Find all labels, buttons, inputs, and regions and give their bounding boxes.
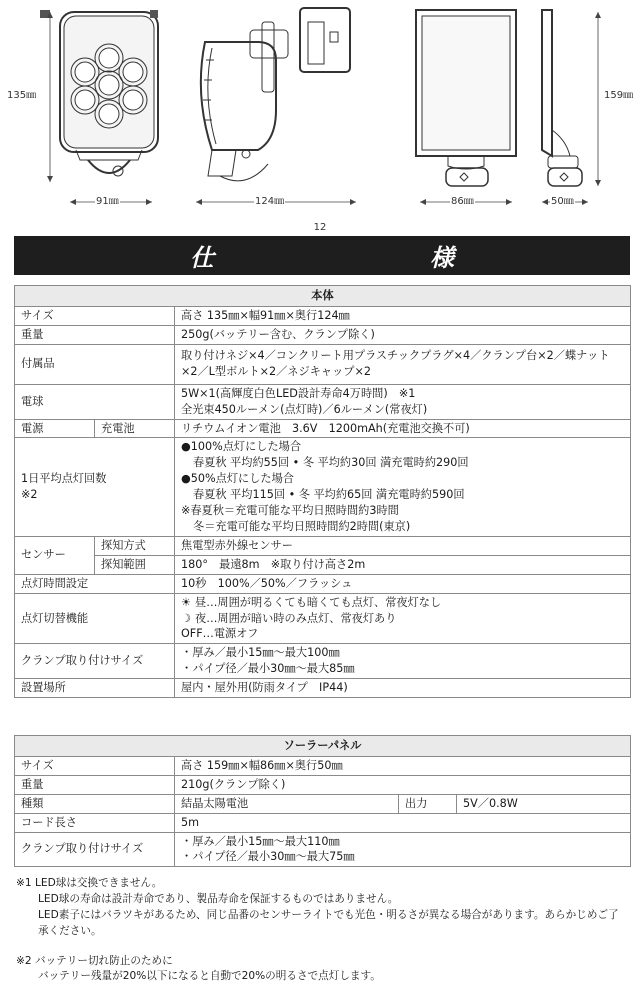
panel-output-label: 出力 <box>399 794 457 813</box>
weight-value: 250g(バッテリー含む、クランプ除く) <box>175 325 631 344</box>
table-row <box>15 438 631 536</box>
solar-panel-header: ソーラーパネル <box>15 736 631 757</box>
note-2-title: ※2 バッテリー切れ防止のために <box>16 954 173 967</box>
daily-count-label <box>15 438 175 536</box>
panel-cord-label: コード長さ <box>15 813 175 832</box>
table-row <box>15 593 631 644</box>
table-row <box>15 536 631 555</box>
panel-clamp-line: ・厚み／最小15㎜～最大110㎜ <box>181 834 340 848</box>
timer-value: 10秒 100%／50%／フラッシュ <box>175 574 631 593</box>
panel-cord-value: 5m <box>175 813 631 832</box>
size-label: サイズ <box>15 306 175 325</box>
daily-line: ●100%点灯にした場合 <box>181 440 302 454</box>
table-row <box>15 832 631 867</box>
daily-line: 冬＝充電可能な平均日照時間約2時間(東京) <box>193 519 411 533</box>
panel-weight-value: 210g(クランプ除く) <box>175 775 631 794</box>
product-drawings <box>0 0 640 222</box>
table-row <box>15 679 631 698</box>
page-number: 12 <box>313 222 327 233</box>
place-value: 屋内・屋外用(防雨タイプ IP44) <box>175 679 631 698</box>
mode-value <box>175 593 631 644</box>
footnotes <box>16 876 619 985</box>
size-value: 高さ 135㎜×幅91㎜×奥行124㎜ <box>175 306 631 325</box>
panel-clamp-line: ・パイプ径／最小30㎜～最大75㎜ <box>181 850 355 864</box>
panel-size-label: サイズ <box>15 756 175 775</box>
light-depth-dimension: 124㎜ <box>255 196 285 207</box>
panel-clamp-value <box>175 832 631 867</box>
clamp-label: クランプ取り付けサイズ <box>15 644 175 679</box>
accessories-value: 取り付けネジ×4／コンクリート用プラスチックプラグ×4／クランプ台×2／蝶ナット×2／L型ボルト×2／ネジキャップ×2 <box>175 344 631 384</box>
light-height-dimension: 135㎜ <box>7 90 37 101</box>
weight-label: 重量 <box>15 325 175 344</box>
sensor-range-label: 探知範囲 <box>95 555 175 574</box>
sensor-method-value: 焦電型赤外線センサー <box>175 536 631 555</box>
sun-icon: ☀ <box>181 595 192 609</box>
timer-label: 点灯時間設定 <box>15 574 175 593</box>
table-row <box>15 794 631 813</box>
daily-line: ※春夏秋＝充電可能な平均日照時間約3時間 <box>181 504 399 518</box>
panel-side-drawing <box>542 10 582 186</box>
table-row <box>15 384 631 419</box>
table-row <box>15 306 631 325</box>
table-row <box>15 756 631 775</box>
sensor-range-value: 180° 最遠8m ※取り付け高さ2m <box>175 555 631 574</box>
clamp-value <box>175 644 631 679</box>
panel-weight-label: 重量 <box>15 775 175 794</box>
note-1-line: LED球の寿命は設計寿命であり、製品寿命を保証するものではありません。 <box>38 892 399 905</box>
table-row <box>15 419 631 438</box>
daily-count-value <box>175 438 631 536</box>
daily-line: 春夏秋 平均115回 • 冬 平均約65回 満充電時約590回 <box>193 488 465 502</box>
note-2-line: バッテリー残量が20%以下になると自動で20%の明るさで点灯します。 <box>38 970 381 983</box>
moon-icon: ☽ <box>181 611 192 625</box>
accessories-label: 付属品 <box>15 344 175 384</box>
panel-height-dimension: 159㎜ <box>604 90 634 101</box>
bulb-value <box>175 384 631 419</box>
drawings-svg <box>0 0 640 222</box>
table-row <box>15 775 631 794</box>
daily-line: 春夏秋 平均約55回 • 冬 平均約30回 満充電時約290回 <box>193 456 469 470</box>
light-front-drawing <box>40 10 158 176</box>
mode-line: OFF…電源オフ <box>181 627 259 641</box>
table-row <box>15 644 631 679</box>
note-1-title: ※1 LED球は交換できません。 <box>16 877 163 889</box>
daily-count-label-line: 1日平均点灯回数 <box>21 472 107 486</box>
daily-line: ●50%点灯にした場合 <box>181 472 294 486</box>
clamp-line: ・パイプ径／最小30㎜～最大85㎜ <box>181 662 355 676</box>
panel-output-value: 5V／0.8W <box>457 794 631 813</box>
table-row <box>15 736 631 757</box>
panel-type-value: 結晶太陽電池 <box>175 794 399 813</box>
light-width-dimension: 91㎜ <box>96 196 119 207</box>
mode-label: 点灯切替機能 <box>15 593 175 644</box>
panel-width-dimension: 86㎜ <box>451 196 474 207</box>
daily-count-note-ref: ※2 <box>21 488 38 502</box>
panel-depth-dimension: 50㎜ <box>551 196 574 207</box>
clamp-line: ・厚み／最小15㎜～最大100㎜ <box>181 646 340 660</box>
title-bar <box>14 236 630 275</box>
bulb-line: 5W×1(高輝度白色LED設計寿命4万時間) ※1 <box>181 386 416 400</box>
solar-panel-spec-table <box>14 735 631 867</box>
table-row <box>15 325 631 344</box>
panel-size-value: 高さ 159㎜×幅86㎜×奥行50㎜ <box>175 756 631 775</box>
place-label: 設置場所 <box>15 679 175 698</box>
main-unit-spec-table <box>14 285 631 698</box>
panel-front-drawing <box>416 10 516 186</box>
main-unit-header: 本体 <box>15 286 631 307</box>
sensor-method-label: 探知方式 <box>95 536 175 555</box>
light-side-drawing <box>201 8 350 181</box>
table-row <box>15 813 631 832</box>
table-row <box>15 555 631 574</box>
page-title: 仕 様 <box>190 244 510 272</box>
panel-type-label: 種類 <box>15 794 175 813</box>
power-label: 電源 <box>15 419 95 438</box>
table-row <box>15 344 631 384</box>
mode-text: 夜…周囲が暗い時のみ点灯、常夜灯あり <box>195 611 397 625</box>
bulb-line: 全光束450ルーメン(点灯時)／6ルーメン(常夜灯) <box>181 402 428 416</box>
power-sub-label: 充電池 <box>95 419 175 438</box>
sensor-label: センサー <box>15 536 95 574</box>
mode-line <box>181 611 624 627</box>
mode-line <box>181 595 624 611</box>
bulb-label: 電球 <box>15 384 175 419</box>
power-value: リチウムイオン電池 3.6V 1200mAh(充電池交換不可) <box>175 419 631 438</box>
note-1-line: 承ください。 <box>38 924 102 937</box>
panel-clamp-label: クランプ取り付けサイズ <box>15 832 175 867</box>
mode-text: 昼…周囲が明るくても暗くても点灯、常夜灯なし <box>195 595 442 609</box>
note-1-line: LED素子にはバラツキがあるため、同じ品番のセンサーライトでも光色・明るさが異なる場合があります。あらかじめご了 <box>38 908 619 921</box>
table-row <box>15 574 631 593</box>
table-row <box>15 286 631 307</box>
